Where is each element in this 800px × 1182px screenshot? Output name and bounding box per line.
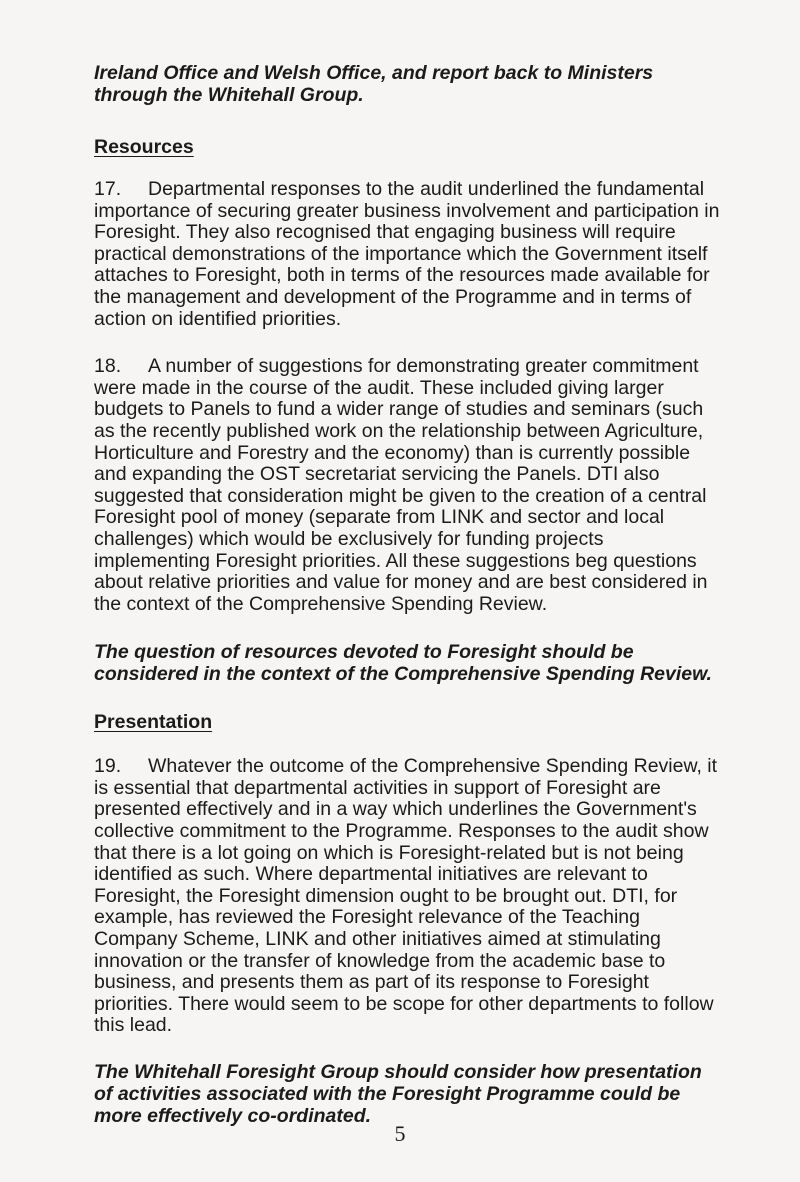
- section-presentation: [94, 711, 724, 1127]
- resources-heading: Resources: [94, 136, 194, 158]
- paragraph-17-text: Departmental responses to the audit underlined the fundamental importance of securing greater business involvement and participation in Foresight. They also recognised that engaging business will require practical demonstrations of the importance which the Government itself attaches to Foresight, both in terms of the resources made available for the management and development of the Programme and in terms of action on identified priorities.: [94, 178, 720, 330]
- intro-text: Ireland Office and Welsh Office, and report back to Ministers through the Whitehall Group.: [94, 62, 654, 106]
- presentation-heading: Presentation: [94, 711, 213, 734]
- paragraph-18: [94, 356, 724, 615]
- paragraph-19-text: Whatever the outcome of the Comprehensive Spending Review, it is essential that departmental activities in support of Foresight are presented effectively and in a way which underlines the Government's collective commitment to the Programme. Responses to the audit show that there is a lot going on which is Foresight-related but is not being identified as such. Where departmental initiatives are relevant to Foresight, the Foresight dimension ought to be brought out. DTI, for example, has reviewed the Foresight relevance of the Teaching Company Scheme, LINK and other initiatives aimed at stimulating innovation or the transfer of knowledge from the academic base to business, and presents them as part of its response to Foresight priorities. There would seem to be scope for other departments to follow this lead.: [94, 755, 718, 1037]
- resources-conclusion: The question of resources devoted to Foresight should be considered in the context of the Comprehensive Spending Review.: [94, 641, 712, 686]
- paragraph-18-text: A number of suggestions for demonstrating greater commitment were made in the course of the audit. These included giving larger budgets to Panels to fund a wider range of studies and seminars (such as the recently published work on the relationship between Agriculture, Horticulture and Forestry and the economy) than is currently possible and expanding the OST secretariat servicing the Panels. DTI also suggested that consideration might be given to the creation of a central Foresight pool of money (separate from LINK and sector and local challenges) which would be exclusively for funding projects implementing Foresight priorities. All these suggestions beg questions about relative priorities and value for money and are best considered in the context of the Comprehensive Spending Review.: [94, 355, 708, 615]
- paragraph-19: [94, 756, 724, 1037]
- page-number: 5: [394, 1121, 406, 1146]
- paragraph-18-number: 18.: [94, 355, 122, 378]
- paragraph-17: [94, 179, 724, 330]
- presentation-conclusion: The Whitehall Foresight Group should consider how presentation of activities associated with the Foresight Programme could be more effectively co-ordinated.: [94, 1061, 702, 1127]
- paragraph-19-number: 19.: [94, 755, 122, 778]
- document-page: [94, 62, 724, 1147]
- paragraph-17-number: 17.: [94, 178, 122, 200]
- section-resources: [94, 136, 724, 685]
